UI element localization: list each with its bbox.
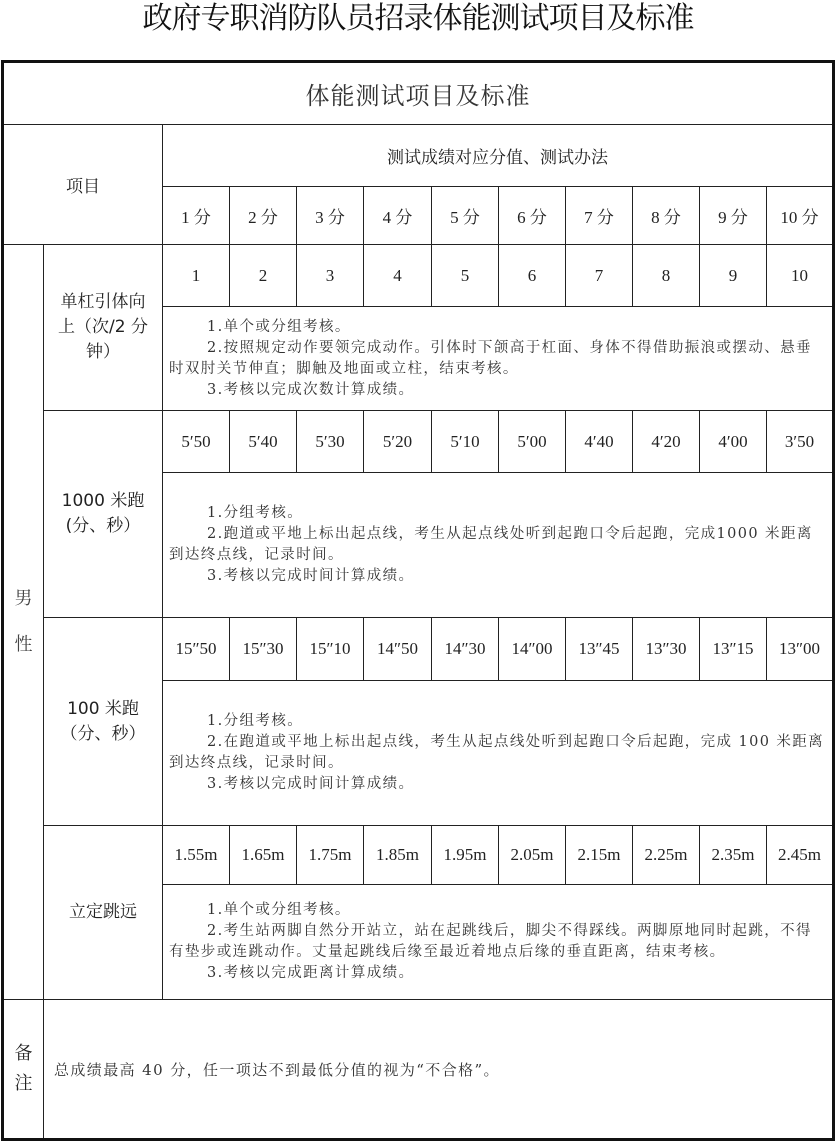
- value-cell: 15″50: [163, 618, 230, 681]
- value-cell: 7: [566, 245, 633, 307]
- value-cell: 10: [767, 245, 834, 307]
- value-cell: 1.95m: [432, 826, 499, 885]
- item-header: 项目: [3, 125, 163, 245]
- fitness-standards-table: [1, 60, 835, 1141]
- pullup-values-row: [3, 245, 834, 307]
- item-name-run100: [44, 618, 163, 826]
- value-cell: 14″30: [432, 618, 499, 681]
- value-cell: 5: [432, 245, 499, 307]
- item-name-line: （分、秒）: [60, 723, 146, 744]
- value-cell: 4′40: [566, 411, 633, 473]
- value-cell: 15″30: [230, 618, 297, 681]
- value-cell: 2.05m: [499, 826, 566, 885]
- score-header: 8 分: [633, 187, 700, 245]
- item-name-line: 100 米跑: [67, 698, 139, 719]
- method-step: 1.单个或分组考核。: [207, 318, 351, 335]
- method-step: 2.跑道或平地上标出起点线，考生从起点线处听到起跑口令后起跑，完成1000 米距离到达终点线，记录时间。: [169, 526, 813, 563]
- value-cell: 2.45m: [767, 826, 834, 885]
- value-cell: 5′10: [432, 411, 499, 473]
- method-step: 1.分组考核。: [207, 713, 304, 729]
- value-cell: 5′20: [364, 411, 432, 473]
- score-header: 7 分: [566, 187, 633, 245]
- item-name-line: (分、秒）: [65, 516, 141, 536]
- value-cell: 13″30: [633, 618, 700, 681]
- value-cell: 4′00: [700, 411, 767, 473]
- method-step: 3.考核以完成次数计算成绩。: [207, 381, 415, 398]
- document-title: 政府专职消防队员招录体能测试项目及标准: [142, 1, 694, 36]
- value-cell: 1.65m: [230, 826, 297, 885]
- sex-label-male: [3, 245, 44, 1000]
- method-step: 2.考生站两脚自然分开站立，站在起跳线后，脚尖不得踩线。两脚原地同时起跳，不得有垫步或连跳动作。丈量起跳线后缘至最近着地点后缘的垂直距离，结束考核。: [169, 923, 812, 960]
- value-cell: 8: [633, 245, 700, 307]
- method-step: 3.考核以完成时间计算成绩。: [207, 776, 415, 792]
- score-header: 1 分: [163, 187, 230, 245]
- value-cell: 1.85m: [364, 826, 432, 885]
- notes-label: [3, 1000, 44, 1140]
- method-description-run100: [163, 681, 834, 826]
- value-cell: 14″00: [499, 618, 566, 681]
- score-header: 4 分: [364, 187, 432, 245]
- value-cell: 4: [364, 245, 432, 307]
- score-header: 5 分: [432, 187, 499, 245]
- sex-label-char: 性: [14, 634, 33, 655]
- notes-text: 总成绩最高 40 分，任一项达不到最低分值的视为“不合格”。: [44, 1000, 834, 1140]
- value-cell: 13″00: [767, 618, 834, 681]
- value-cell: 14″50: [364, 618, 432, 681]
- method-step: 1.单个或分组考核。: [207, 902, 351, 918]
- value-cell: 3′50: [767, 411, 834, 473]
- value-cell: 9: [700, 245, 767, 307]
- value-cell: 4′20: [633, 411, 700, 473]
- method-description-run1000: [163, 473, 834, 618]
- value-cell: 1: [163, 245, 230, 307]
- item-name-jump: [44, 826, 163, 1000]
- score-header: 9 分: [700, 187, 767, 245]
- score-header: 3 分: [297, 187, 364, 245]
- value-cell: 2.25m: [633, 826, 700, 885]
- run100-values-row: [3, 618, 834, 681]
- value-cell: 15″10: [297, 618, 364, 681]
- value-cell: 5′00: [499, 411, 566, 473]
- table-caption: 体能测试项目及标准: [3, 62, 834, 125]
- value-cell: 13″15: [700, 618, 767, 681]
- notes-label-char: 注: [14, 1073, 33, 1094]
- score-header: 6 分: [499, 187, 566, 245]
- notes-label-char: 备: [14, 1043, 33, 1064]
- value-cell: 13″45: [566, 618, 633, 681]
- item-name-pullup: [44, 245, 163, 411]
- method-header: 测试成绩对应分值、测试办法: [163, 125, 834, 187]
- value-cell: 5′40: [230, 411, 297, 473]
- item-name-line: 上（次/2 分: [58, 317, 148, 337]
- item-name-run1000: [44, 411, 163, 618]
- method-description-jump: [163, 885, 834, 1000]
- item-name-line: 1000 米跑: [61, 491, 145, 511]
- value-cell: 2.35m: [700, 826, 767, 885]
- item-name-line: 钟）: [86, 342, 120, 362]
- value-cell: 1.75m: [297, 826, 364, 885]
- method-description-pullup: [163, 307, 834, 411]
- method-step: 2.按照规定动作要领完成动作。引体时下颌高于杠面、身体不得借助振浪或摆动、悬垂时双肘关节伸直；脚触及地面或立柱，结束考核。: [169, 339, 812, 377]
- score-header: 2 分: [230, 187, 297, 245]
- score-header: 10 分: [767, 187, 834, 245]
- method-step: 3.考核以完成距离计算成绩。: [207, 965, 415, 981]
- method-step: 1.分组考核。: [207, 505, 304, 521]
- method-step: 2.在跑道或平地上标出起点线，考生从起点线处听到起跑口令后起跑，完成 100 米距离到达终点线，记录时间。: [169, 734, 825, 771]
- value-cell: 5′50: [163, 411, 230, 473]
- item-name-line: 立定跳远: [69, 902, 137, 922]
- value-cell: 2: [230, 245, 297, 307]
- run1000-values-row: [3, 411, 834, 473]
- method-step: 3.考核以完成时间计算成绩。: [207, 568, 415, 584]
- value-cell: 1.55m: [163, 826, 230, 885]
- item-name-line: 单杠引体向: [60, 292, 146, 312]
- sex-label-char: 男: [14, 588, 33, 609]
- value-cell: 2.15m: [566, 826, 633, 885]
- value-cell: 5′30: [297, 411, 364, 473]
- value-cell: 3: [297, 245, 364, 307]
- value-cell: 6: [499, 245, 566, 307]
- jump-values-row: [3, 826, 834, 885]
